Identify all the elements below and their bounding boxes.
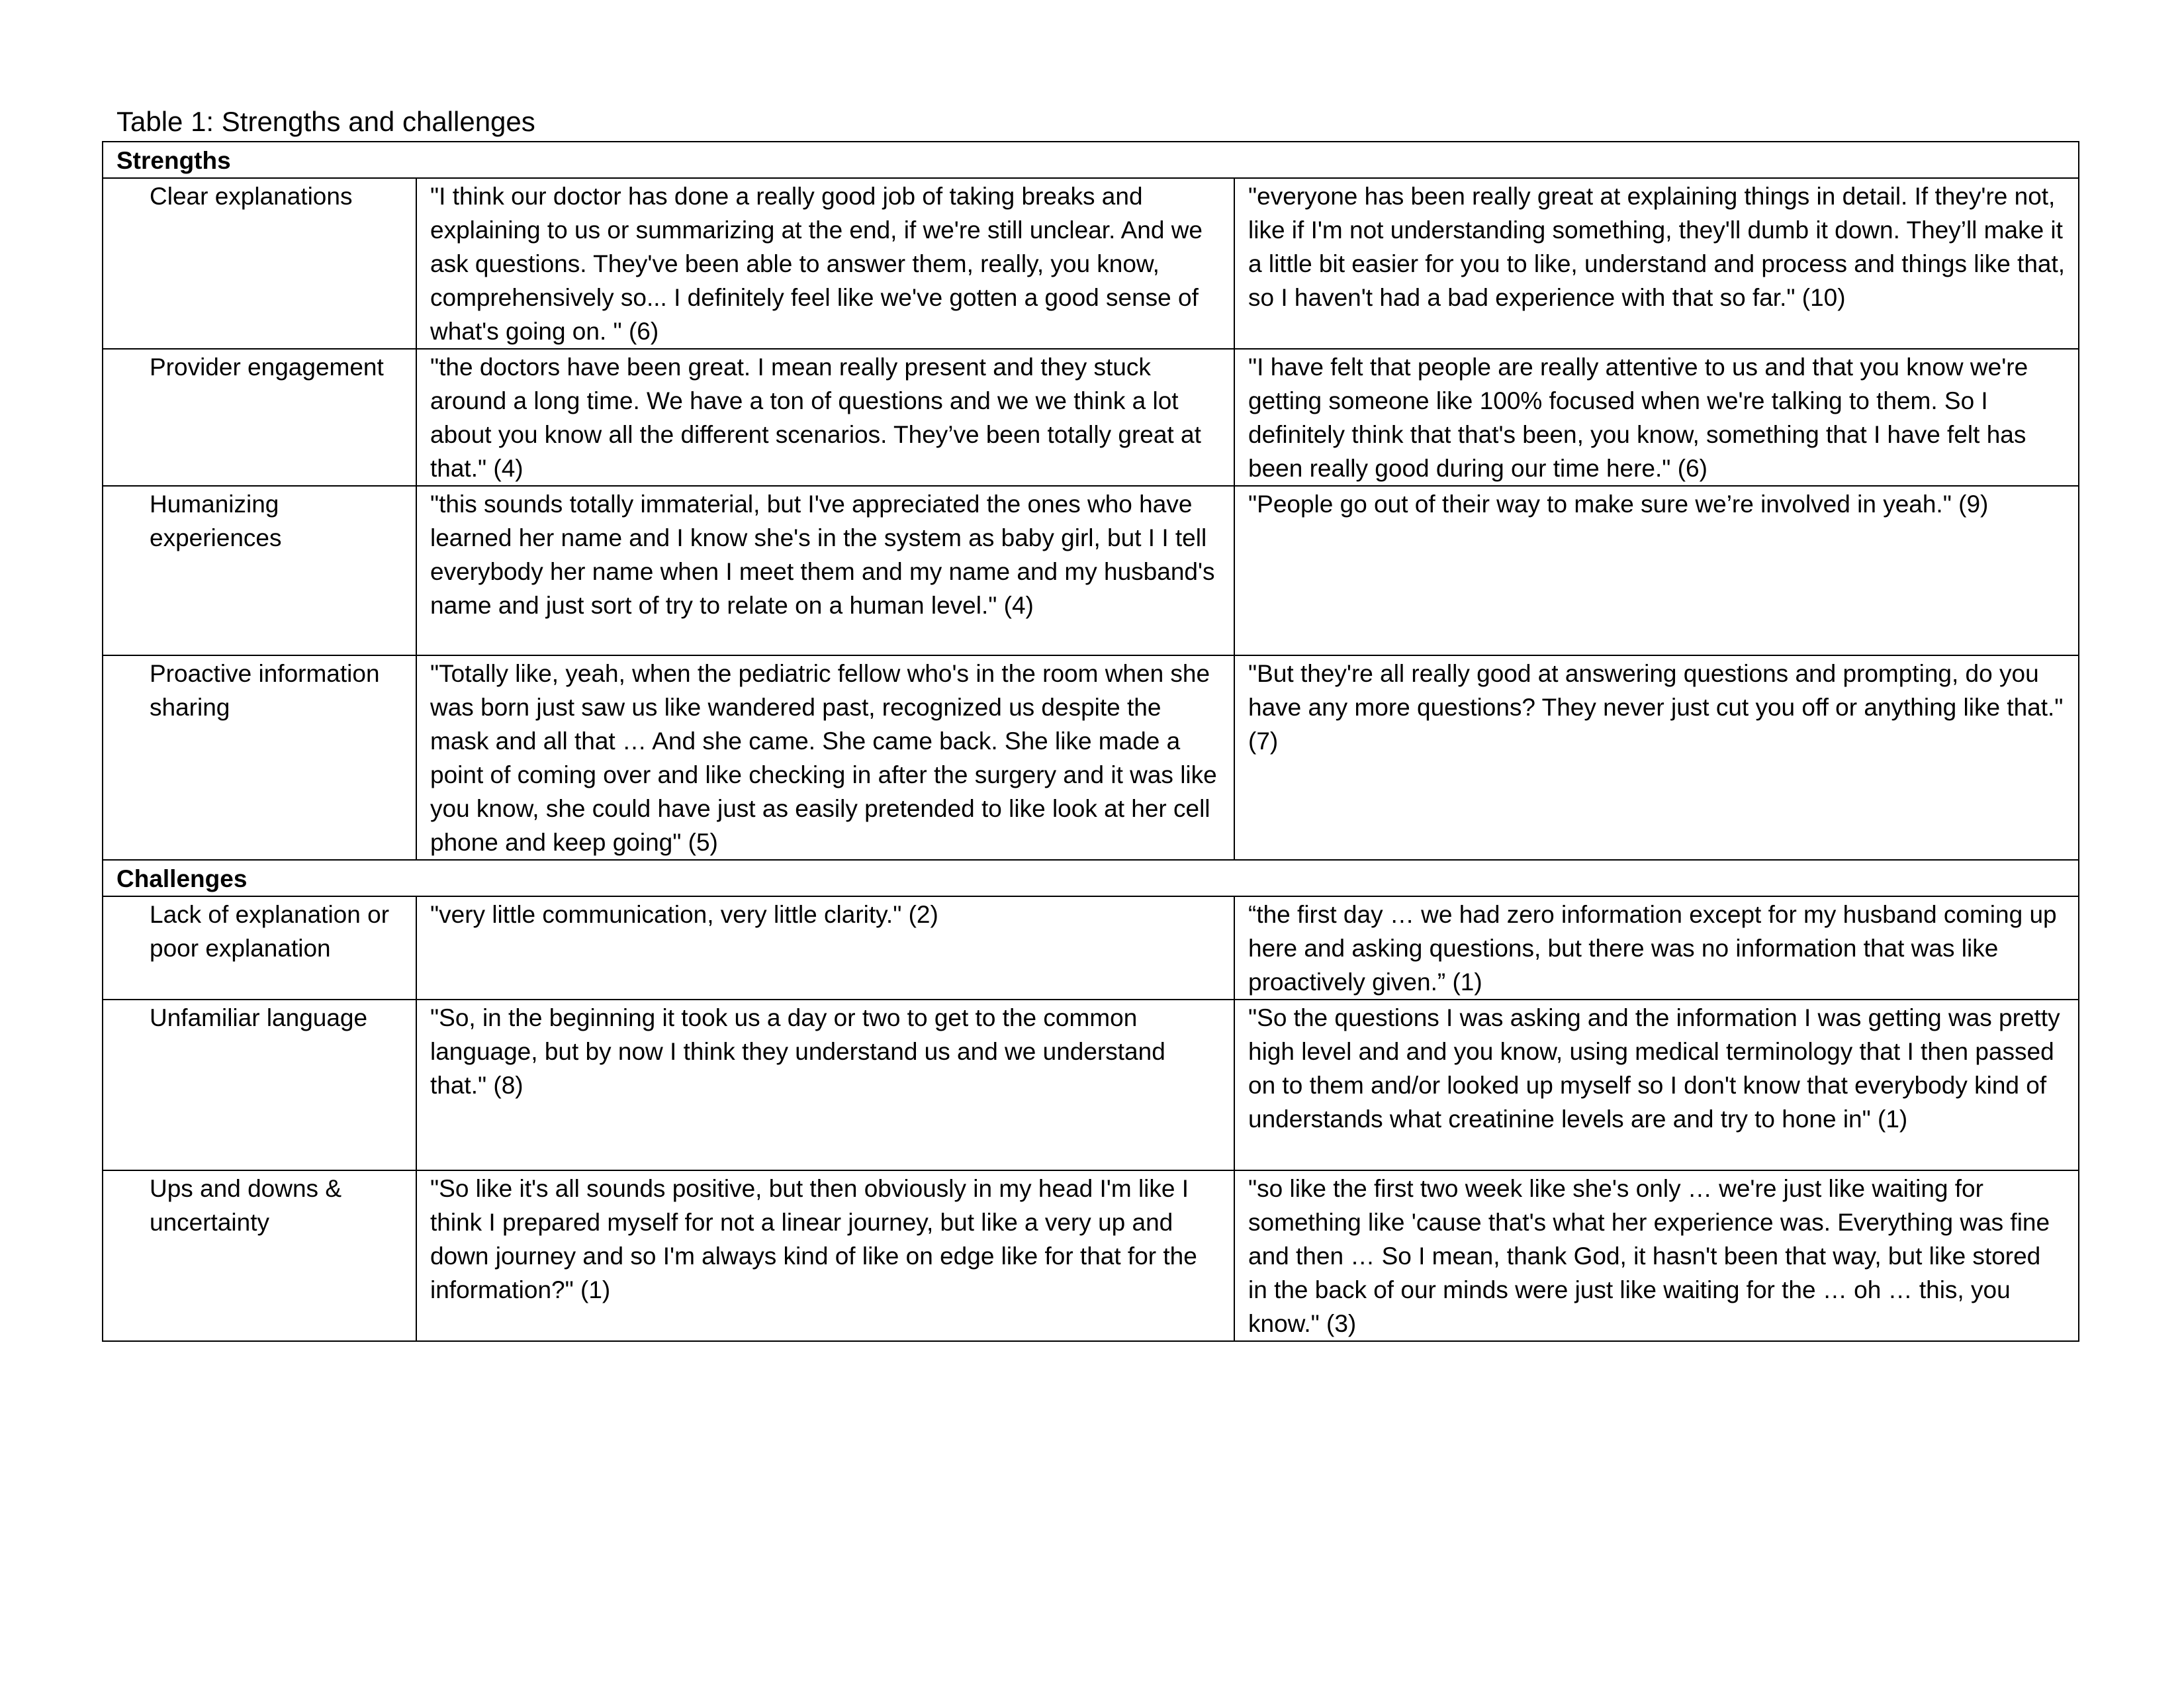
quote-cell: "this sounds totally immaterial, but I've appreciated the ones who have learned her name and I know she's in the system as baby girl, but I I tell everybody her name when I meet them and my name and my husband's name and just sort of try to relate on a human level." (4) (416, 486, 1234, 655)
theme-cell: Unfamiliar language (103, 1000, 416, 1170)
table-row (103, 1170, 2079, 1341)
table-row (103, 655, 2079, 860)
theme-cell: Lack of explanation or poor explanation (103, 896, 416, 1000)
quote-cell: "everyone has been really great at explaining things in detail. If they're not, like if I'm not understanding something, they'll dumb it down. They’ll make it a little bit easier for you to like, understand and process and things like that, so I haven't had a bad experience with that so far." (10) (1234, 178, 2079, 349)
quote-cell: “the first day … we had zero information except for my husband coming up here and asking questions, but there was no information that was like proactively given.” (1) (1234, 896, 2079, 1000)
table-row (103, 896, 2079, 1000)
strengths-challenges-table (102, 141, 2079, 1342)
section-row-strengths (103, 142, 2079, 178)
quote-cell: "so like the first two week like she's only … we're just like waiting for something like 'cause that's what her experience was. Everything was fine and then … So I mean, thank God, it hasn't been that way, but like stored in the back of our minds were just like waiting for the … oh … this, you know." (3) (1234, 1170, 2079, 1341)
document-page (102, 103, 2078, 1342)
section-row-challenges (103, 860, 2079, 896)
quote-cell: "People go out of their way to make sure we’re involved in yeah." (9) (1234, 486, 2079, 655)
theme-cell: Clear explanations (103, 178, 416, 349)
quote-cell: "So, in the beginning it took us a day or two to get to the common language, but by now I think they understand us and we understand that." (8) (416, 1000, 1234, 1170)
section-label-strengths: Strengths (103, 142, 2079, 178)
table-title: Table 1: Strengths and challenges (116, 106, 535, 137)
table-row (103, 178, 2079, 349)
quote-cell: "Totally like, yeah, when the pediatric fellow who's in the room when she was born just saw us like wandered past, recognized us despite the mask and all that … And she came. She came back. She like made a point of coming over and like checking in after the surgery and it was like you know, she could have just as easily pretended to like look at her cell phone and keep going" (5) (416, 655, 1234, 860)
section-label-challenges: Challenges (103, 860, 2079, 896)
quote-cell: "So the questions I was asking and the information I was getting was pretty high level and and you know, using medical terminology that I then passed on to them and/or looked up myself so I don't know that everybody kind of understands what creatinine levels are and try to hone in" (1) (1234, 1000, 2079, 1170)
table-row (103, 1000, 2079, 1170)
table-row (103, 486, 2079, 655)
theme-cell: Humanizing experiences (103, 486, 416, 655)
quote-cell: "I have felt that people are really attentive to us and that you know we're getting someone like 100% focused when we're talking to them. So I definitely think that that's been, you know, something that I have felt has been really good during our time here." (6) (1234, 349, 2079, 486)
quote-cell: "But they're all really good at answering questions and prompting, do you have any more questions? They never just cut you off or anything like that." (7) (1234, 655, 2079, 860)
theme-cell: Ups and downs & uncertainty (103, 1170, 416, 1341)
quote-cell: "very little communication, very little clarity." (2) (416, 896, 1234, 1000)
theme-cell: Provider engagement (103, 349, 416, 486)
theme-cell: Proactive information sharing (103, 655, 416, 860)
quote-cell: "I think our doctor has done a really good job of taking breaks and explaining to us or summarizing at the end, if we're still unclear. And we ask questions. They've been able to answer them, really, you know, comprehensively so... I definitely feel like we've gotten a good sense of what's going on. " (6) (416, 178, 1234, 349)
table-row (103, 349, 2079, 486)
quote-cell: "So like it's all sounds positive, but then obviously in my head I'm like I think I prepared myself for not a linear journey, but like a very up and down journey and so I'm always kind of like on edge like for that for the information?" (1) (416, 1170, 1234, 1341)
quote-cell: "the doctors have been great. I mean really present and they stuck around a long time. We have a ton of questions and we we think a lot about you know all the different scenarios. They’ve been totally great at that." (4) (416, 349, 1234, 486)
